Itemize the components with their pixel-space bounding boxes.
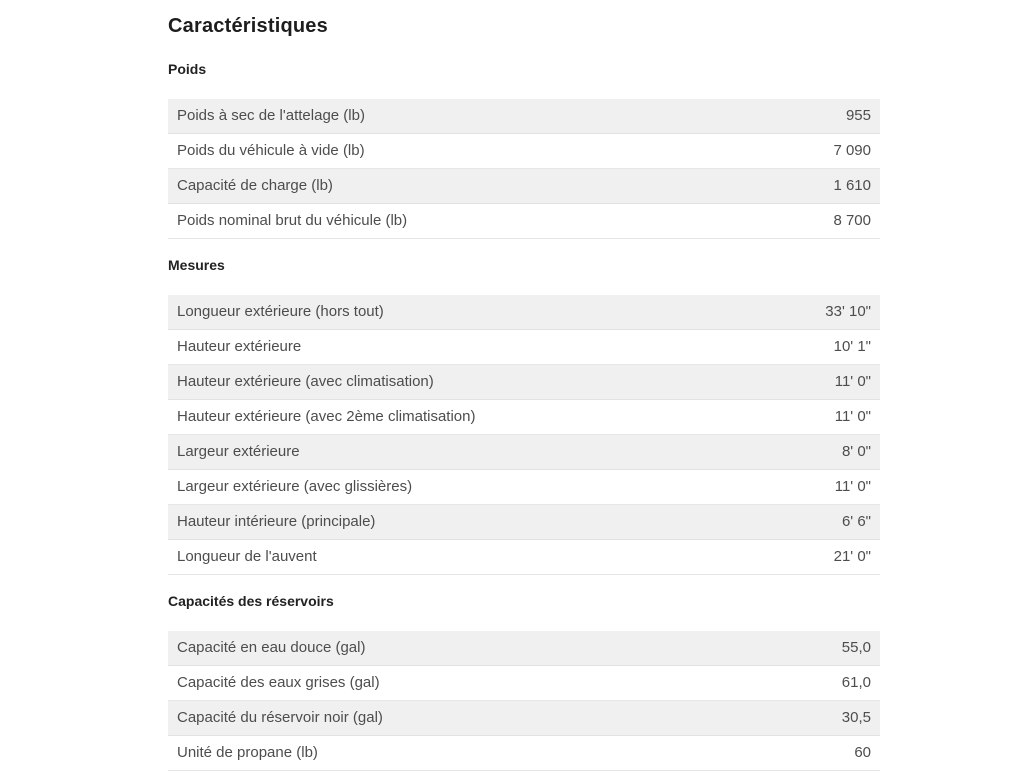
- spec-sections: [168, 62, 880, 771]
- spec-value: 11' 0": [702, 365, 880, 400]
- spec-label: Capacité en eau douce (gal): [168, 631, 702, 666]
- spec-value: 1 610: [702, 169, 880, 204]
- table-row: [168, 400, 880, 435]
- spec-label: Capacité de charge (lb): [168, 169, 702, 204]
- spec-section: [168, 594, 880, 771]
- spec-value: 21' 0": [702, 540, 880, 575]
- spec-label: Longueur de l'auvent: [168, 540, 702, 575]
- section-heading: Capacités des réservoirs: [168, 593, 334, 609]
- spec-value: 8' 0": [702, 435, 880, 470]
- table-row: [168, 365, 880, 400]
- table-row: [168, 666, 880, 701]
- spec-page: [168, 16, 880, 771]
- table-row: [168, 204, 880, 239]
- section-heading: Mesures: [168, 257, 225, 273]
- spec-value: 30,5: [702, 701, 880, 736]
- spec-label: Capacité des eaux grises (gal): [168, 666, 702, 701]
- table-row: [168, 169, 880, 204]
- spec-label: Largeur extérieure: [168, 435, 702, 470]
- spec-value: 10' 1": [702, 330, 880, 365]
- spec-value: 33' 10": [702, 295, 880, 330]
- spec-value: 8 700: [702, 204, 880, 239]
- spec-label: Hauteur extérieure (avec climatisation): [168, 365, 702, 400]
- table-row: [168, 99, 880, 134]
- spec-label: Unité de propane (lb): [168, 736, 702, 771]
- table-row: [168, 701, 880, 736]
- spec-value: 11' 0": [702, 400, 880, 435]
- spec-label: Longueur extérieure (hors tout): [168, 295, 702, 330]
- spec-label: Poids du véhicule à vide (lb): [168, 134, 702, 169]
- page-title: Caractéristiques: [168, 15, 328, 37]
- section-heading: Poids: [168, 61, 207, 77]
- spec-value: 6' 6": [702, 505, 880, 540]
- table-row: [168, 330, 880, 365]
- spec-label: Poids à sec de l'attelage (lb): [168, 99, 702, 134]
- spec-section: [168, 62, 880, 239]
- spec-section: [168, 258, 880, 575]
- table-row: [168, 295, 880, 330]
- table-row: [168, 134, 880, 169]
- spec-value: 55,0: [702, 631, 880, 666]
- spec-value: 7 090: [702, 134, 880, 169]
- table-row: [168, 631, 880, 666]
- spec-label: Capacité du réservoir noir (gal): [168, 701, 702, 736]
- spec-value: 11' 0": [702, 470, 880, 505]
- table-row: [168, 505, 880, 540]
- spec-value: 60: [702, 736, 880, 771]
- spec-label: Hauteur extérieure: [168, 330, 702, 365]
- spec-label: Largeur extérieure (avec glissières): [168, 470, 702, 505]
- spec-table: [168, 631, 880, 771]
- spec-value: 61,0: [702, 666, 880, 701]
- table-row: [168, 435, 880, 470]
- spec-value: 955: [702, 99, 880, 134]
- spec-label: Hauteur extérieure (avec 2ème climatisation): [168, 400, 702, 435]
- spec-label: Poids nominal brut du véhicule (lb): [168, 204, 702, 239]
- spec-table: [168, 295, 880, 575]
- spec-label: Hauteur intérieure (principale): [168, 505, 702, 540]
- table-row: [168, 470, 880, 505]
- spec-table: [168, 99, 880, 239]
- table-row: [168, 540, 880, 575]
- table-row: [168, 736, 880, 771]
